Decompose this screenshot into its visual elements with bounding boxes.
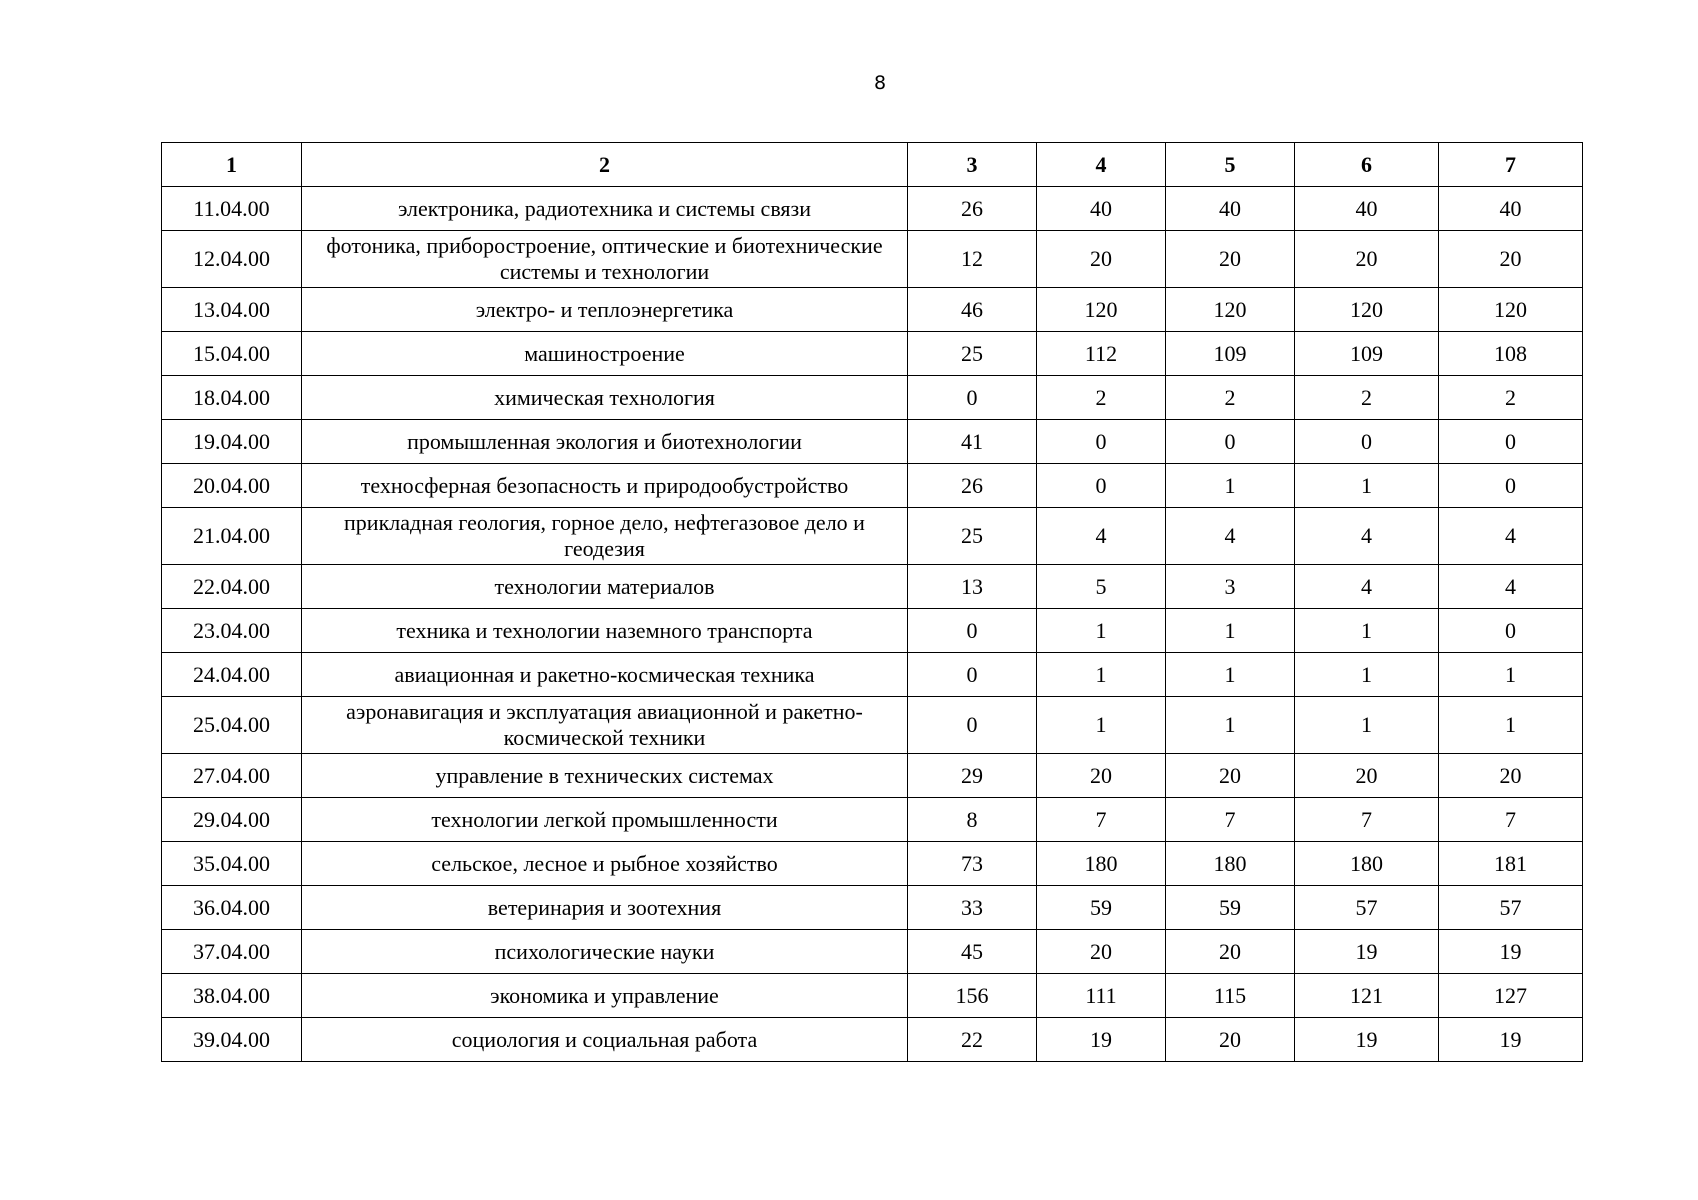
value-cell: 45 bbox=[908, 930, 1037, 974]
table-row bbox=[162, 754, 1583, 798]
row-code-cell: 21.04.00 bbox=[162, 508, 302, 565]
value-cell: 22 bbox=[908, 1018, 1037, 1062]
value-cell: 3 bbox=[1166, 565, 1295, 609]
value-cell: 20 bbox=[1037, 231, 1166, 288]
row-code-cell: 38.04.00 bbox=[162, 974, 302, 1018]
value-cell: 1 bbox=[1295, 697, 1439, 754]
column-header: 3 bbox=[908, 143, 1037, 187]
value-cell: 25 bbox=[908, 332, 1037, 376]
value-cell: 41 bbox=[908, 420, 1037, 464]
row-code-cell: 37.04.00 bbox=[162, 930, 302, 974]
row-name-cell: авиационная и ракетно-космическая техника bbox=[302, 653, 908, 697]
value-cell: 4 bbox=[1295, 565, 1439, 609]
value-cell: 4 bbox=[1166, 508, 1295, 565]
column-header: 4 bbox=[1037, 143, 1166, 187]
value-cell: 7 bbox=[1439, 798, 1583, 842]
row-code-cell: 39.04.00 bbox=[162, 1018, 302, 1062]
value-cell: 2 bbox=[1295, 376, 1439, 420]
value-cell: 73 bbox=[908, 842, 1037, 886]
value-cell: 20 bbox=[1037, 754, 1166, 798]
value-cell: 40 bbox=[1166, 187, 1295, 231]
value-cell: 1 bbox=[1439, 653, 1583, 697]
row-name-cell: управление в технических системах bbox=[302, 754, 908, 798]
table-row bbox=[162, 930, 1583, 974]
value-cell: 7 bbox=[1037, 798, 1166, 842]
value-cell: 115 bbox=[1166, 974, 1295, 1018]
value-cell: 20 bbox=[1166, 1018, 1295, 1062]
row-code-cell: 35.04.00 bbox=[162, 842, 302, 886]
value-cell: 0 bbox=[1439, 420, 1583, 464]
row-code-cell: 13.04.00 bbox=[162, 288, 302, 332]
column-header: 7 bbox=[1439, 143, 1583, 187]
value-cell: 19 bbox=[1439, 930, 1583, 974]
value-cell: 121 bbox=[1295, 974, 1439, 1018]
value-cell: 25 bbox=[908, 508, 1037, 565]
value-cell: 7 bbox=[1166, 798, 1295, 842]
value-cell: 1 bbox=[1166, 697, 1295, 754]
value-cell: 29 bbox=[908, 754, 1037, 798]
row-code-cell: 12.04.00 bbox=[162, 231, 302, 288]
value-cell: 109 bbox=[1166, 332, 1295, 376]
value-cell: 0 bbox=[908, 653, 1037, 697]
table-row bbox=[162, 288, 1583, 332]
table-row bbox=[162, 842, 1583, 886]
header-row bbox=[162, 143, 1583, 187]
value-cell: 1 bbox=[1037, 653, 1166, 697]
value-cell: 59 bbox=[1166, 886, 1295, 930]
value-cell: 26 bbox=[908, 187, 1037, 231]
value-cell: 108 bbox=[1439, 332, 1583, 376]
table-row bbox=[162, 464, 1583, 508]
table-row bbox=[162, 609, 1583, 653]
row-name-cell: психологические науки bbox=[302, 930, 908, 974]
value-cell: 1 bbox=[1166, 609, 1295, 653]
table-body bbox=[162, 187, 1583, 1062]
value-cell: 7 bbox=[1295, 798, 1439, 842]
table-row bbox=[162, 508, 1583, 565]
value-cell: 180 bbox=[1166, 842, 1295, 886]
value-cell: 0 bbox=[1439, 464, 1583, 508]
value-cell: 0 bbox=[908, 609, 1037, 653]
row-code-cell: 15.04.00 bbox=[162, 332, 302, 376]
row-name-cell: техника и технологии наземного транспорта bbox=[302, 609, 908, 653]
table-row bbox=[162, 886, 1583, 930]
value-cell: 20 bbox=[1439, 754, 1583, 798]
row-code-cell: 20.04.00 bbox=[162, 464, 302, 508]
row-name-cell: электроника, радиотехника и системы связи bbox=[302, 187, 908, 231]
row-code-cell: 25.04.00 bbox=[162, 697, 302, 754]
value-cell: 2 bbox=[1439, 376, 1583, 420]
value-cell: 1 bbox=[1295, 609, 1439, 653]
value-cell: 0 bbox=[1166, 420, 1295, 464]
row-name-cell: промышленная экология и биотехнологии bbox=[302, 420, 908, 464]
row-name-cell: прикладная геология, горное дело, нефтегазовое дело и геодезия bbox=[302, 508, 908, 565]
row-code-cell: 27.04.00 bbox=[162, 754, 302, 798]
table-row bbox=[162, 653, 1583, 697]
value-cell: 1 bbox=[1166, 464, 1295, 508]
row-name-cell: технологии материалов bbox=[302, 565, 908, 609]
value-cell: 109 bbox=[1295, 332, 1439, 376]
value-cell: 59 bbox=[1037, 886, 1166, 930]
value-cell: 120 bbox=[1295, 288, 1439, 332]
column-header: 2 bbox=[302, 143, 908, 187]
value-cell: 111 bbox=[1037, 974, 1166, 1018]
row-name-cell: экономика и управление bbox=[302, 974, 908, 1018]
value-cell: 2 bbox=[1166, 376, 1295, 420]
table-row bbox=[162, 798, 1583, 842]
value-cell: 181 bbox=[1439, 842, 1583, 886]
table-row bbox=[162, 420, 1583, 464]
value-cell: 0 bbox=[908, 697, 1037, 754]
value-cell: 120 bbox=[1166, 288, 1295, 332]
table-row bbox=[162, 697, 1583, 754]
row-name-cell: фотоника, приборостроение, оптические и биотехнические системы и технологии bbox=[302, 231, 908, 288]
value-cell: 20 bbox=[1166, 930, 1295, 974]
value-cell: 19 bbox=[1295, 930, 1439, 974]
value-cell: 20 bbox=[1166, 754, 1295, 798]
value-cell: 20 bbox=[1295, 754, 1439, 798]
row-code-cell: 23.04.00 bbox=[162, 609, 302, 653]
value-cell: 1 bbox=[1037, 609, 1166, 653]
value-cell: 19 bbox=[1439, 1018, 1583, 1062]
value-cell: 46 bbox=[908, 288, 1037, 332]
table-row bbox=[162, 974, 1583, 1018]
value-cell: 120 bbox=[1439, 288, 1583, 332]
value-cell: 1 bbox=[1166, 653, 1295, 697]
row-code-cell: 18.04.00 bbox=[162, 376, 302, 420]
value-cell: 127 bbox=[1439, 974, 1583, 1018]
value-cell: 33 bbox=[908, 886, 1037, 930]
value-cell: 20 bbox=[1295, 231, 1439, 288]
value-cell: 12 bbox=[908, 231, 1037, 288]
row-name-cell: аэронавигация и эксплуатация авиационной и ракетно-космической техники bbox=[302, 697, 908, 754]
value-cell: 112 bbox=[1037, 332, 1166, 376]
row-code-cell: 24.04.00 bbox=[162, 653, 302, 697]
data-table bbox=[161, 142, 1583, 1062]
row-name-cell: социология и социальная работа bbox=[302, 1018, 908, 1062]
value-cell: 40 bbox=[1295, 187, 1439, 231]
row-name-cell: химическая технология bbox=[302, 376, 908, 420]
value-cell: 0 bbox=[1037, 420, 1166, 464]
row-name-cell: техносферная безопасность и природообустройство bbox=[302, 464, 908, 508]
column-header: 6 bbox=[1295, 143, 1439, 187]
table-row bbox=[162, 187, 1583, 231]
value-cell: 180 bbox=[1295, 842, 1439, 886]
row-name-cell: ветеринария и зоотехния bbox=[302, 886, 908, 930]
value-cell: 120 bbox=[1037, 288, 1166, 332]
row-code-cell: 36.04.00 bbox=[162, 886, 302, 930]
table-row bbox=[162, 1018, 1583, 1062]
value-cell: 4 bbox=[1295, 508, 1439, 565]
value-cell: 0 bbox=[908, 376, 1037, 420]
table-row bbox=[162, 332, 1583, 376]
row-name-cell: электро- и теплоэнергетика bbox=[302, 288, 908, 332]
value-cell: 1 bbox=[1037, 697, 1166, 754]
row-name-cell: технологии легкой промышленности bbox=[302, 798, 908, 842]
value-cell: 19 bbox=[1295, 1018, 1439, 1062]
row-name-cell: сельское, лесное и рыбное хозяйство bbox=[302, 842, 908, 886]
value-cell: 156 bbox=[908, 974, 1037, 1018]
row-code-cell: 29.04.00 bbox=[162, 798, 302, 842]
column-header: 5 bbox=[1166, 143, 1295, 187]
value-cell: 40 bbox=[1439, 187, 1583, 231]
value-cell: 0 bbox=[1439, 609, 1583, 653]
value-cell: 57 bbox=[1295, 886, 1439, 930]
row-code-cell: 19.04.00 bbox=[162, 420, 302, 464]
value-cell: 26 bbox=[908, 464, 1037, 508]
value-cell: 2 bbox=[1037, 376, 1166, 420]
value-cell: 4 bbox=[1439, 565, 1583, 609]
table-row bbox=[162, 376, 1583, 420]
value-cell: 20 bbox=[1037, 930, 1166, 974]
value-cell: 1 bbox=[1295, 653, 1439, 697]
row-code-cell: 11.04.00 bbox=[162, 187, 302, 231]
value-cell: 0 bbox=[1295, 420, 1439, 464]
value-cell: 8 bbox=[908, 798, 1037, 842]
value-cell: 19 bbox=[1037, 1018, 1166, 1062]
page-number: 8 bbox=[873, 72, 887, 94]
value-cell: 1 bbox=[1439, 697, 1583, 754]
value-cell: 13 bbox=[908, 565, 1037, 609]
value-cell: 180 bbox=[1037, 842, 1166, 886]
row-name-cell: машиностроение bbox=[302, 332, 908, 376]
value-cell: 4 bbox=[1037, 508, 1166, 565]
table-row bbox=[162, 231, 1583, 288]
column-header: 1 bbox=[162, 143, 302, 187]
table-row bbox=[162, 565, 1583, 609]
value-cell: 1 bbox=[1295, 464, 1439, 508]
value-cell: 20 bbox=[1166, 231, 1295, 288]
value-cell: 57 bbox=[1439, 886, 1583, 930]
value-cell: 40 bbox=[1037, 187, 1166, 231]
row-code-cell: 22.04.00 bbox=[162, 565, 302, 609]
value-cell: 5 bbox=[1037, 565, 1166, 609]
value-cell: 4 bbox=[1439, 508, 1583, 565]
value-cell: 0 bbox=[1037, 464, 1166, 508]
value-cell: 20 bbox=[1439, 231, 1583, 288]
